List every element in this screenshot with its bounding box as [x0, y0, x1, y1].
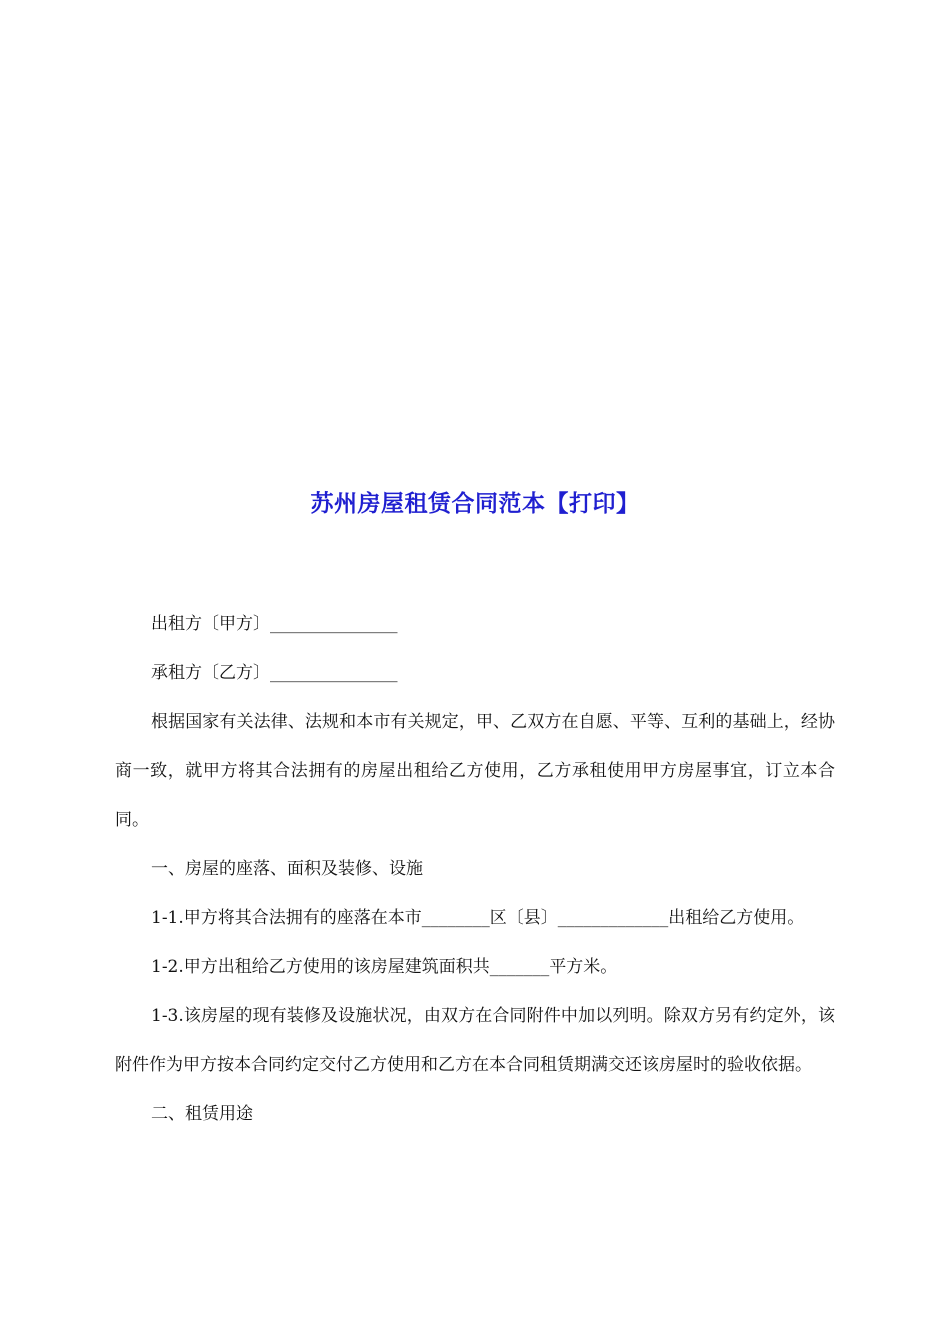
- preamble-paragraph: 根据国家有关法律、法规和本市有关规定，甲、乙双方在自愿、平等、互利的基础上，经协商一致，就甲方将其合法拥有的房屋出租给乙方使用，乙方承租使用甲方房屋事宜，订立本合同。: [115, 712, 835, 830]
- clause-1-3: 1-3.该房屋的现有装修及设施状况，由双方在合同附件中加以列明。除双方另有约定外，该附件作为甲方按本合同约定交付乙方使用和乙方在本合同租赁期满交还该房屋时的验收依据。: [115, 1006, 835, 1075]
- document-body: [115, 600, 835, 1139]
- clause-1-2: 1-2.甲方出租给乙方使用的该房屋建筑面积共_______平方米。: [151, 957, 618, 977]
- section-heading-2: 二、租赁用途: [151, 1104, 253, 1124]
- clause-1-1: 1-1.甲方将其合法拥有的座落在本市________区〔县〕_____________出租给乙方使用。: [151, 908, 805, 928]
- document-title: 苏州房屋租赁合同范本【打印】: [310, 491, 640, 517]
- lessor-line: 出租方〔甲方〕_______________: [151, 614, 398, 634]
- lessee-line: 承租方〔乙方〕_______________: [151, 663, 398, 683]
- section-heading-1: 一、房屋的座落、面积及装修、设施: [151, 859, 423, 879]
